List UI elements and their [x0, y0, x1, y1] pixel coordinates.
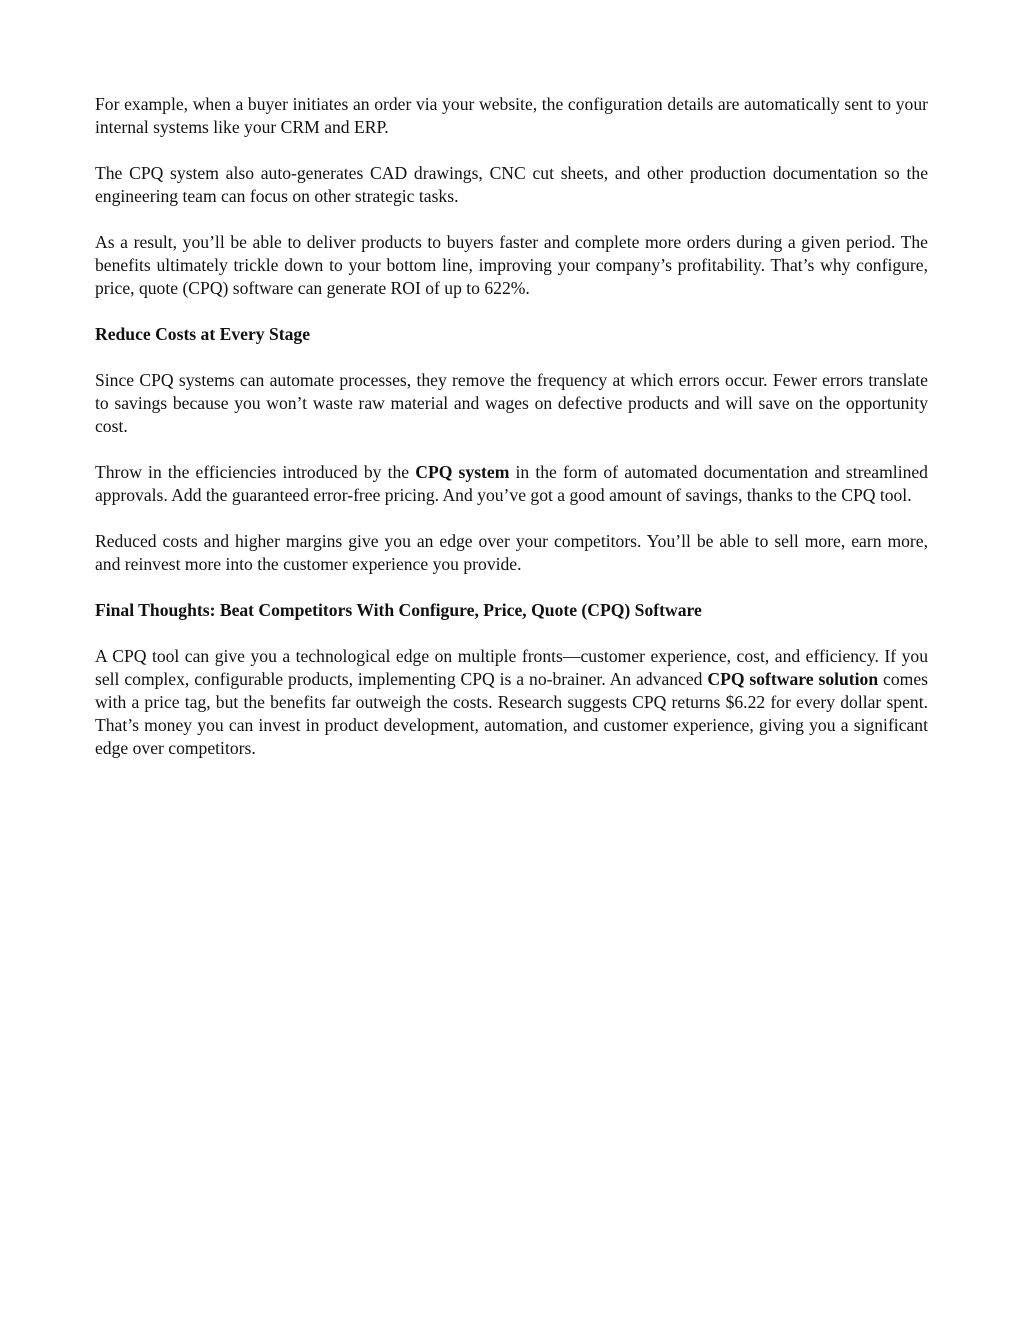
paragraph-efficiencies	[95, 461, 928, 507]
paragraph-order-configuration: For example, when a buyer initiates an order via your website, the configuration details are automatically sent to your internal systems like your CRM and ERP.	[95, 94, 928, 137]
paragraph-cad-drawings: The CPQ system also auto-generates CAD drawings, CNC cut sheets, and other production documentation so the engineering team can focus on other strategic tasks.	[95, 163, 928, 206]
paragraph-conclusion-text-2: comes with a price tag, but the benefits far outweigh the costs. Research suggests CPQ returns $6.22 for every dollar spent. That’s money you can invest in product development, automation, and customer experience, giving you a significant edge over competitors.	[95, 669, 928, 758]
paragraph-efficiencies-text-1: Throw in the efficiencies introduced by the	[95, 462, 416, 482]
paragraph-efficiencies-text-2: in the form of automated documentation and streamlined approvals. Add the guaranteed error-free pricing. And you’ve got a good amount of savings, thanks to the CPQ tool.	[95, 462, 928, 505]
paragraph-roi: As a result, you’ll be able to deliver products to buyers faster and complete more orders during a given period. The benefits ultimately trickle down to your bottom line, improving your company’s profitability. That’s why configure, price, quote (CPQ) software can generate ROI of up to 622%.	[95, 232, 928, 298]
document-page	[95, 93, 928, 783]
heading-final-thoughts: Final Thoughts: Beat Competitors With Configure, Price, Quote (CPQ) Software	[95, 600, 702, 620]
paragraph-conclusion	[95, 645, 928, 760]
cpq-software-solution-link[interactable]: CPQ software solution	[707, 669, 879, 689]
cpq-system-link[interactable]: CPQ system	[415, 462, 510, 482]
paragraph-reduced-costs: Reduced costs and higher margins give you an edge over your competitors. You’ll be able to sell more, earn more, and reinvest more into the customer experience you provide.	[95, 531, 928, 574]
paragraph-error-savings: Since CPQ systems can automate processes, they remove the frequency at which errors occur. Fewer errors translate to savings because you won’t waste raw material and wages on defective products and will save on the opportunity cost.	[95, 370, 928, 436]
heading-reduce-costs: Reduce Costs at Every Stage	[95, 324, 310, 344]
paragraph-conclusion-text-1: A CPQ tool can give you a technological edge on multiple fronts—customer experience, cost, and efficiency. If you sell complex, configurable products, implementing CPQ is a no-brainer. An advanced	[95, 646, 928, 689]
